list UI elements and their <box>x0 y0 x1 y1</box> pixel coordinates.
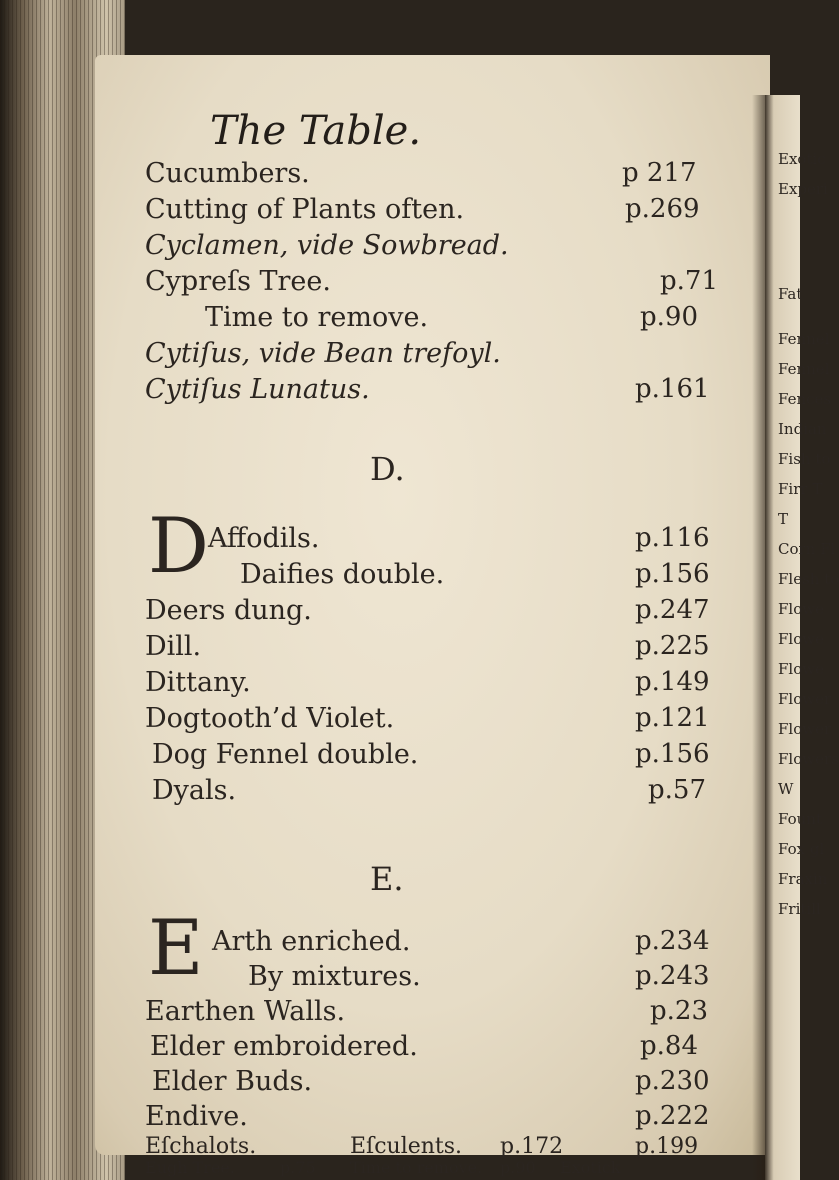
facing-page-text: Fences <box>778 390 832 408</box>
drop-cap-e: E <box>148 903 204 992</box>
index-entry: Eſculents. <box>350 1134 463 1159</box>
index-entry: Dill. <box>145 631 202 662</box>
facing-page-text: Firr T <box>778 480 823 498</box>
page-number: p.172 <box>500 1134 564 1159</box>
index-entry: Eugh Tree. <box>145 1158 235 1177</box>
page-number: p.121 <box>635 703 710 733</box>
page-number: p.156 <box>635 559 710 589</box>
section-heading-d: D. <box>370 450 405 488</box>
index-entry: By mixtures. <box>248 961 421 992</box>
index-entry: Dog Fennel double. <box>152 739 419 770</box>
facing-page-text: Fritill <box>778 900 821 918</box>
facing-page-text: Flowe <box>778 630 824 648</box>
index-entry: Cytiſus Lunatus. <box>145 374 370 405</box>
facing-page-text: Flower <box>778 690 832 708</box>
facing-page-text: Flower <box>778 720 832 738</box>
index-entry: Arth enriched. <box>212 926 411 957</box>
facing-page-text: Flowe <box>778 660 824 678</box>
index-entry: Cypreſs Tree. <box>145 266 331 297</box>
index-entry: Time to remove. <box>205 302 429 333</box>
index-entry: Cyclamen, vide Sowbread. <box>145 230 509 261</box>
index-entry: Eſchalots. <box>145 1134 257 1159</box>
page-number: p.156 <box>635 739 710 769</box>
index-entry: Dittany. <box>145 667 251 698</box>
drop-cap-d: D <box>148 501 209 590</box>
facing-page-text: Experi <box>778 180 828 198</box>
page-number: p.90 <box>500 1158 536 1177</box>
catchword: Exotick <box>560 1158 621 1177</box>
index-entry: Affodils. <box>208 523 320 554</box>
index-entry: Elder embroidered. <box>150 1031 418 1062</box>
page-number: p.243 <box>635 961 710 991</box>
index-entry: Daifies double. <box>240 559 445 590</box>
page-number: p.222 <box>635 1101 710 1131</box>
page-number: p.57 <box>648 775 706 805</box>
page-number: p.269 <box>625 194 700 224</box>
page-number: p.75 <box>280 1158 316 1177</box>
facing-page-text: Flowers <box>778 750 839 768</box>
facing-page-text: Exotic <box>778 150 826 168</box>
facing-page-text: T <box>778 510 789 528</box>
index-entry: Dogtooth’d Violet. <box>145 703 395 734</box>
section-heading-e: E. <box>370 860 404 898</box>
facing-page-text: Fat <box>778 285 803 303</box>
facing-page-text: Fennel <box>778 360 830 378</box>
facing-page-text: Fennel <box>778 330 830 348</box>
index-entry: Cucumbers. <box>145 158 310 189</box>
page-number: p.149 <box>635 667 710 697</box>
facing-page-text: Fraxin <box>778 870 828 888</box>
facing-page-text: Fox gl <box>778 840 825 858</box>
page-number: p.23 <box>650 996 708 1026</box>
index-entry: Cutting of Plants often. <box>145 194 465 225</box>
page-number: p.234 <box>635 926 710 956</box>
facing-page-text: Corn Fl <box>778 540 836 558</box>
page-number: p.199 <box>635 1134 699 1159</box>
facing-page-text: Fount <box>778 810 822 828</box>
page-number: p.71 <box>660 266 718 296</box>
page-number: p 217 <box>622 158 697 188</box>
index-entry: Dyals. <box>152 775 237 806</box>
page-number: p.225 <box>635 631 710 661</box>
facing-page-text: Flowe <box>778 600 824 618</box>
facing-page-text: Flesh to <box>778 570 839 588</box>
index-entry: Time to remove. <box>350 1158 483 1177</box>
facing-page-text: W <box>778 780 794 798</box>
index-entry: Deers dung. <box>145 595 312 626</box>
facing-page-text: Fish to <box>778 450 831 468</box>
page-title: The Table. <box>210 108 422 154</box>
index-entry: Cytiſus, vide Bean trefoyl. <box>145 338 501 369</box>
index-entry: Earthen Walls. <box>145 996 346 1027</box>
index-entry: Elder Buds. <box>152 1066 313 1097</box>
facing-page-text: Indian <box>778 420 827 438</box>
page-number: p.247 <box>635 595 710 625</box>
page-number: p.116 <box>635 523 710 553</box>
page-number: p.84 <box>640 1031 698 1061</box>
page-number: p.230 <box>635 1066 710 1096</box>
page-number: p.161 <box>635 374 710 404</box>
index-entry: Endive. <box>145 1101 248 1132</box>
page-number: p.90 <box>640 302 698 332</box>
